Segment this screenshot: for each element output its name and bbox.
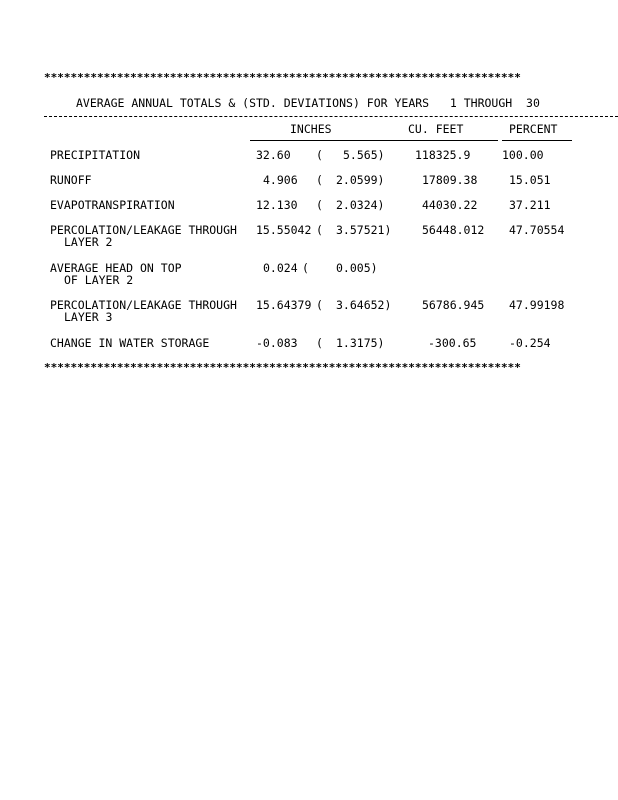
row-inches-precipitation: 32.60 — [256, 148, 291, 162]
row-inches-evapotranspiration: 12.130 — [256, 198, 298, 212]
row-std-percolation-layer-3: 3.64652) — [336, 298, 392, 312]
bottom-star-separator: ************************************************************************ — [44, 362, 521, 374]
row-cuft-precipitation: 118325.9 — [415, 148, 471, 162]
row-open-paren-evapotranspiration: ( — [316, 198, 323, 212]
row-cuft-runoff: 17809.38 — [422, 173, 478, 187]
row-std-percolation-layer-2: 3.57521) — [336, 223, 392, 237]
row-label-change-in-water-storage: CHANGE IN WATER STORAGE — [50, 336, 210, 350]
top-star-separator: ************************************************************************ — [44, 72, 521, 84]
column-header-cu-feet: CU. FEET — [408, 122, 464, 136]
row-std-average-head: 0.005) — [336, 261, 378, 275]
row-open-paren-percolation-layer-3: ( — [316, 298, 323, 312]
row-label-evapotranspiration: EVAPOTRANSPIRATION — [50, 198, 175, 212]
row-open-paren-percolation-layer-2: ( — [316, 223, 323, 237]
title-dashed-rule — [44, 116, 618, 117]
row-label-runoff: RUNOFF — [50, 173, 92, 187]
row-cuft-change-in-water-storage: -300.65 — [428, 336, 477, 350]
column-header-percent: PERCENT — [509, 122, 558, 136]
row-std-change-in-water-storage: 1.3175) — [336, 336, 385, 350]
row-sublabel-percolation-layer-3: LAYER 3 — [64, 310, 113, 324]
row-label-percolation-layer-3: PERCOLATION/LEAKAGE THROUGH — [50, 298, 237, 312]
row-open-paren-change-in-water-storage: ( — [316, 336, 323, 350]
row-inches-percolation-layer-3: 15.64379 — [256, 298, 312, 312]
row-open-paren-runoff: ( — [316, 173, 323, 187]
row-pct-evapotranspiration: 37.211 — [509, 198, 551, 212]
row-cuft-evapotranspiration: 44030.22 — [422, 198, 478, 212]
row-inches-change-in-water-storage: -0.083 — [256, 336, 298, 350]
row-pct-percolation-layer-3: 47.99198 — [509, 298, 565, 312]
row-pct-precipitation: 100.00 — [502, 148, 544, 162]
row-pct-runoff: 15.051 — [509, 173, 551, 187]
column-header-rule-right — [502, 140, 572, 141]
column-header-rule-left — [250, 140, 498, 141]
row-cuft-percolation-layer-2: 56448.012 — [422, 223, 485, 237]
row-inches-average-head: 0.024 — [263, 261, 298, 275]
row-inches-percolation-layer-2: 15.55042 — [256, 223, 312, 237]
column-header-inches: INCHES — [290, 122, 332, 136]
row-pct-change-in-water-storage: -0.254 — [509, 336, 551, 350]
row-open-paren-average-head: ( — [302, 261, 309, 275]
row-pct-percolation-layer-2: 47.70554 — [509, 223, 565, 237]
row-open-paren-precipitation: ( — [316, 148, 323, 162]
row-label-percolation-layer-2: PERCOLATION/LEAKAGE THROUGH — [50, 223, 237, 237]
row-sublabel-percolation-layer-2: LAYER 2 — [64, 235, 113, 249]
row-std-runoff: 2.0599) — [336, 173, 385, 187]
row-sublabel-average-head: OF LAYER 2 — [64, 273, 134, 287]
row-std-precipitation: 5.565) — [343, 148, 385, 162]
row-inches-runoff: 4.906 — [263, 173, 298, 187]
row-label-average-head: AVERAGE HEAD ON TOP — [50, 261, 182, 275]
row-label-precipitation: PRECIPITATION — [50, 148, 141, 162]
row-cuft-percolation-layer-3: 56786.945 — [422, 298, 485, 312]
report-title: AVERAGE ANNUAL TOTALS & (STD. DEVIATIONS) FOR YEARS 1 THROUGH 30 — [76, 96, 540, 110]
row-std-evapotranspiration: 2.0324) — [336, 198, 385, 212]
